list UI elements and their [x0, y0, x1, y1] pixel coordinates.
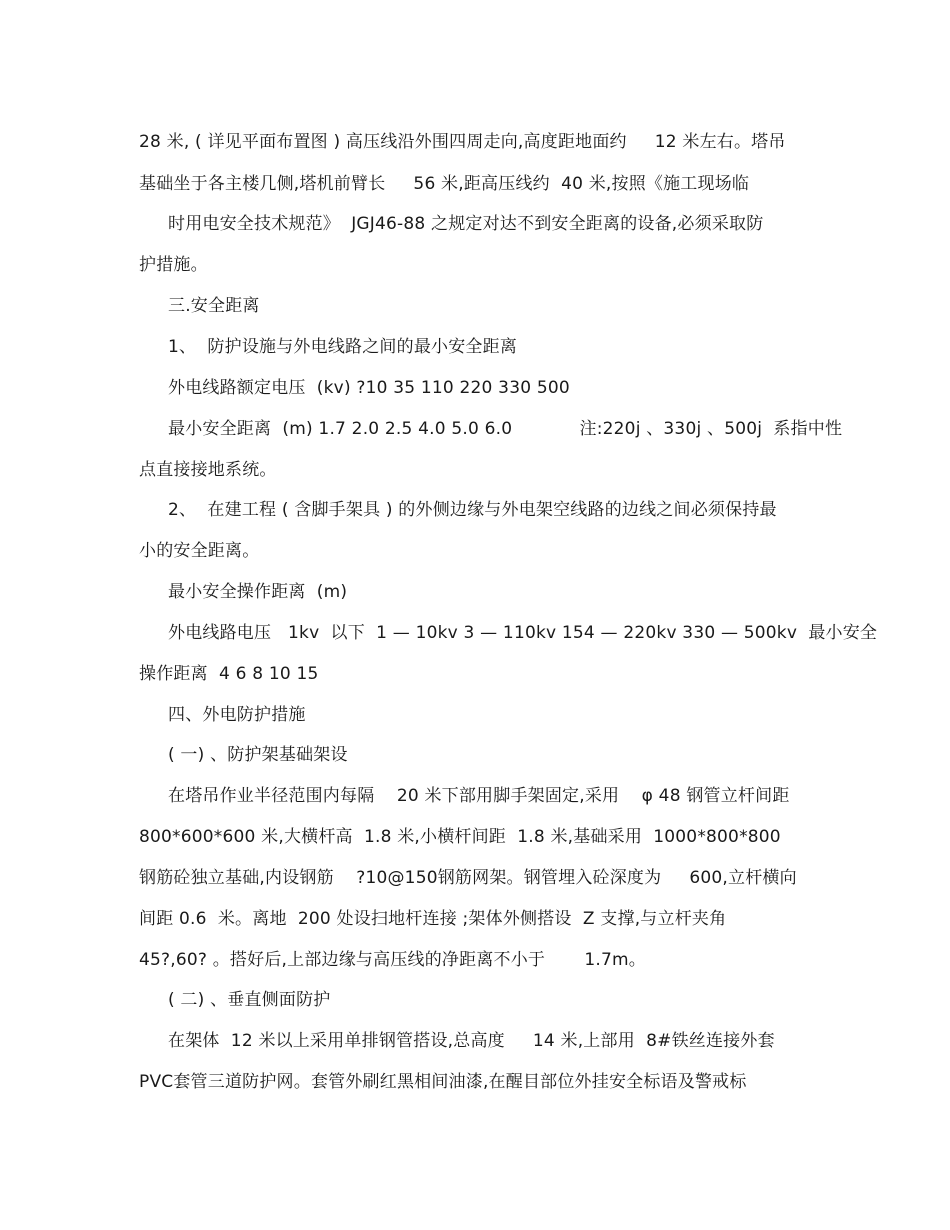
paragraph-line: 800*600*600 米,大横杆高 1.8 米,小横杆间距 1.8 米,基础采用 1000*800*800 — [139, 827, 781, 847]
section-heading: 四、外电防护措施 — [168, 705, 306, 725]
paragraph-line: 在架体 12 米以上采用单排钢管搭设,总高度 14 米,上部用 8#铁丝连接外套 — [168, 1031, 775, 1051]
paragraph-line: 外电线路电压 1kv 以下 1 — 10kv 3 — 110kv 154 — 220kv 330 — 500kv 最小安全 — [168, 623, 878, 643]
paragraph-line: 间距 0.6 米。离地 200 处设扫地杆连接 ;架体外侧搭设 Z 支撑,与立杆夹角 — [139, 909, 727, 929]
paragraph-line: 小的安全距离。 — [139, 541, 260, 561]
paragraph-line: 操作距离 4 6 8 10 15 — [139, 664, 319, 684]
subsection-heading: ( 二) 、垂直侧面防护 — [168, 990, 331, 1010]
paragraph-line: 最小安全距离 (m) 1.7 2.0 2.5 4.0 5.0 6.0 注:220j 、330j 、500j 系指中性 — [168, 419, 843, 439]
paragraph-line: 最小安全操作距离 (m) — [168, 582, 348, 602]
subsection-heading: 1、 防护设施与外电线路之间的最小安全距离 — [168, 337, 518, 357]
paragraph-line: 点直接接地系统。 — [139, 460, 277, 480]
paragraph-line: 45?,60? 。搭好后,上部边缘与高压线的净距离不小于 1.7m。 — [139, 950, 646, 970]
paragraph-line: 基础坐于各主楼几侧,塔机前臂长 56 米,距高压线约 40 米,按照《施工现场临 — [139, 174, 750, 194]
subsection-heading: 2、 在建工程 ( 含脚手架具 ) 的外侧边缘与外电架空线路的边线之间必须保持最 — [168, 500, 777, 520]
paragraph-line: 钢筋砼独立基础,内设钢筋 ?10@150钢筋网架。钢管埋入砼深度为 600,立杆横向 — [139, 868, 797, 888]
subsection-heading: ( 一) 、防护架基础架设 — [168, 745, 348, 765]
paragraph-line: 时用电安全技术规范》 JGJ46-88 之规定对达不到安全距离的设备,必须采取防 — [168, 214, 764, 234]
paragraph-line: 在塔吊作业半径范围内每隔 20 米下部用脚手架固定,采用 φ 48 钢管立杆间距 — [168, 786, 790, 806]
section-heading: 三.安全距离 — [168, 296, 260, 316]
paragraph-line: PVC套管三道防护网。套管外刷红黑相间油漆,在醒目部位外挂安全标语及警戒标 — [139, 1072, 747, 1092]
paragraph-line: 外电线路额定电压 (kv) ?10 35 110 220 330 500 — [168, 378, 570, 398]
paragraph-line: 28 米, ( 详见平面布置图 ) 高压线沿外围四周走向,高度距地面约 12 米左右。塔吊 — [139, 132, 786, 152]
paragraph-line: 护措施。 — [139, 255, 208, 275]
